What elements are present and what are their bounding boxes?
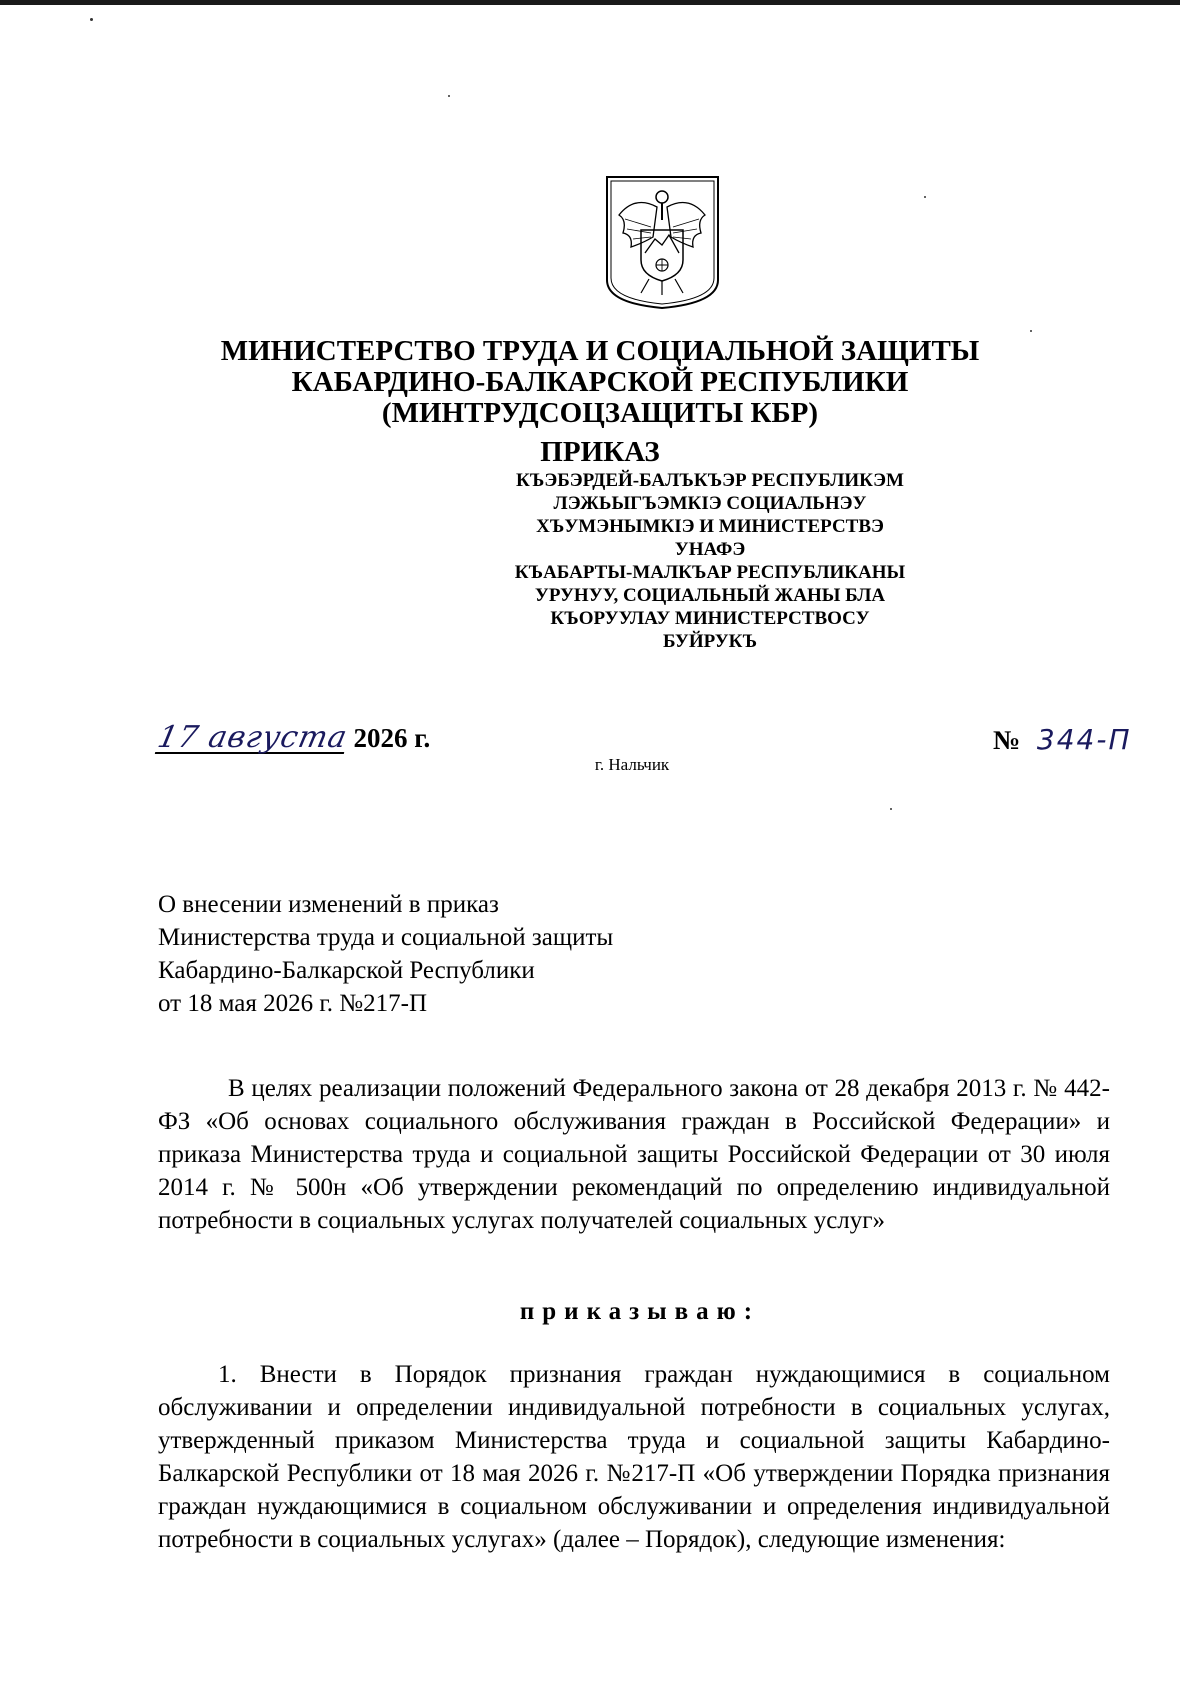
kabardian-balkar-title — [470, 469, 950, 653]
scan-speck — [90, 18, 93, 21]
ministry-title-line: КАБАРДИНО-БАЛКАРСКОЙ РЕСПУБЛИКИ — [291, 366, 909, 398]
ministry-title-line: (МИНТРУДСОЦЗАЩИТЫ КБР) — [381, 397, 819, 429]
scan-speck — [1030, 330, 1032, 332]
coat-of-arms-emblem — [605, 175, 720, 310]
order-label: ПРИКАЗ — [540, 436, 660, 468]
number-prefix: № — [993, 725, 1021, 755]
scan-speck — [448, 95, 450, 97]
kab-title-line: КЪЭБЭРДЕЙ-БАЛЪКЪЭР РЕСПУБЛИКЭМ — [516, 470, 904, 491]
kab-title-line: БУЙРУКЪ — [662, 631, 757, 652]
handwritten-number: 344-П — [1036, 723, 1132, 756]
kab-title-line: ХЪУМЭНЫМКIЭ И МИНИСТЕРСТВЭ — [536, 516, 884, 537]
subject-line: от 18 мая 2026 г. №217-П — [158, 990, 428, 1017]
handwritten-date: 17 августа — [154, 720, 351, 755]
preamble-paragraph: В целях реализации положений Федерального закона от 28 декабря 2013 г. № 442-ФЗ «Об основах социального обслуживания граждан в Российской Федерации» и приказа Министерства труда и социальной защиты Российской Федерации от 30 июля 2014 г. № 500н «Об утверждении рекомендаций по определению индивидуальной потребности в социальных услугах получателей социальных услуг» — [158, 1075, 1110, 1234]
kab-title-line: УНАФЭ — [674, 539, 746, 560]
order-number — [993, 723, 1132, 756]
order-subject — [158, 888, 613, 1020]
subject-line: Министерства труда и социальной защиты — [158, 924, 614, 951]
kab-title-line: ЛЭЖЬЫГЪЭМКIЭ СОЦИАЛЬНЭУ — [553, 493, 867, 514]
scan-speck — [890, 808, 892, 810]
item-1-paragraph: 1. Внести в Порядок признания граждан нуждающимися в социальном обслуживании и определении индивидуальной потребности в социальных услугах, утвержденный приказом Министерства труда и социальной защиты Кабардино-Балкарской Республики от 18 мая 2026 г. №217-П «Об утверждении Порядка признания граждан нуждающимися в социальном обслуживании и определения индивидуальной потребности в социальных услугах» (далее – Порядок), следующие изменения: — [158, 1361, 1110, 1553]
kab-title-line: УРУНУУ, СОЦИАЛЬНЫЙ ЖАНЫ БЛА — [534, 585, 886, 606]
order-verb: приказываю: — [519, 1298, 761, 1325]
city-label: г. Нальчик — [594, 755, 670, 774]
scan-top-border — [0, 0, 1180, 5]
ministry-title-line: МИНИСТЕРСТВО ТРУДА И СОЦИАЛЬНОЙ ЗАЩИТЫ — [220, 335, 980, 367]
kab-title-line: КЪОРУУЛАУ МИНИСТЕРСТВОСУ — [550, 608, 870, 629]
date-year: 2026 г. — [353, 723, 431, 753]
order-date — [154, 720, 431, 755]
kab-title-line: КЪАБАРТЫ-МАЛКЪАР РЕСПУБЛИКАНЫ — [514, 562, 906, 583]
subject-line: О внесении изменений в приказ — [158, 891, 499, 918]
ministry-title — [0, 336, 1200, 429]
scan-speck — [924, 196, 926, 198]
subject-line: Кабардино-Балкарской Республики — [158, 957, 535, 984]
